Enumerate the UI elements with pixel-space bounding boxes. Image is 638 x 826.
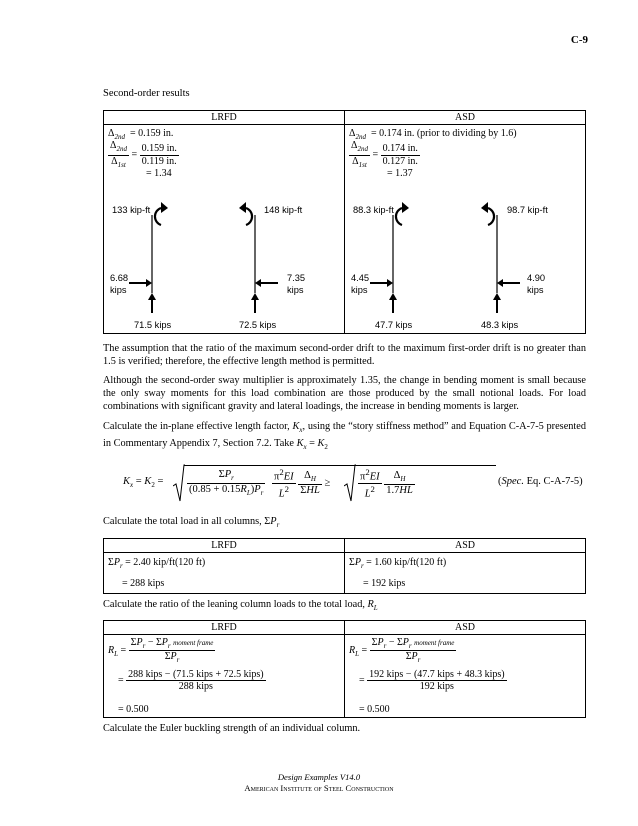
- paragraph-euler-buckling: Calculate the Euler buckling strength of an individual column.: [103, 723, 361, 734]
- drift-lrfd-cell: $\Delta_{2nd} = 0.159$ in. $\frac{\Delta_{2nd}}{\Delta_{1st}}$ = $\frac{0.159 in.}{0.119 in.}$ = 1.34 133 kip-ft 148 kip-ft 6.68 kips 7.35 kips 71.5 kips 72.5 kips: [104, 125, 345, 334]
- ratio-lrfd-result: = 0.500: [118, 704, 149, 715]
- lrfd-column-diagram: [104, 185, 344, 333]
- load-asd-line2: = 192 kips: [363, 578, 406, 589]
- load-asd-header: ASD: [345, 539, 586, 553]
- equation-ref-spec: Spec.: [501, 476, 524, 487]
- asd-shear-left-value: 4.45: [351, 273, 370, 283]
- drift-asd-cell: $\Delta_{2nd} = 0.174$ in. (prior to dividing by 1.6) $\frac{\Delta_{2nd}}{\Delta_{1st}}$ = $\frac{0.174 in.}{0.127 in.}$ = 1.37 88.3 kip-ft 98.7 kip-ft 4.45 kips 4.90 kips 47.7 kips 48.3 kips: [345, 125, 586, 334]
- ratio-lrfd-header: LRFD: [104, 621, 345, 635]
- drift-asd-den: 0.127 in.: [382, 156, 418, 167]
- lrfd-shear-right-value: 7.35: [287, 273, 306, 283]
- ratio-asd-den: 192 kips: [419, 681, 454, 692]
- asd-axial-right: 48.3 kips: [481, 320, 519, 330]
- equation-ca-7-5: $K_x = K_2$ = $\frac{\Sigma P_r}{(0.85 + 0.15R_L)P_r}$ $\frac{\pi^2EI}{L^2}$ $\frac{\Delta_H}{\text{ΣHL}}$ ≥ $\frac{\pi^2EI}{L^2}$ $\frac{\Delta_H}{1.7HL}$ (Spec. Eq. C-A-7-5): [123, 467, 583, 499]
- ratio-asd-header: ASD: [345, 621, 586, 635]
- load-asd-line1: = 1.60 kip/ft(120 ft): [366, 557, 447, 568]
- footer-publisher: American Institute of Steel Construction: [244, 783, 394, 793]
- paragraph-verification: The assumption that the ratio of the maximum second-order drift to the maximum first-order drift is no greater than 1.5 is verified; therefore, the effective length method is permitted.: [103, 343, 586, 367]
- lrfd-shear-right-unit: kips: [287, 285, 304, 295]
- ratio-asd-result: = 0.500: [359, 704, 390, 715]
- equation-ref-eq: Eq. C-A-7-5): [523, 476, 583, 487]
- load-asd-cell: $\Sigma P_r = 1.60$ kip/ft(120 ft) = 192 kips: [345, 553, 586, 594]
- drift-lrfd-num: 0.159 in.: [141, 143, 177, 154]
- section-heading: Second-order results: [103, 88, 190, 99]
- load-lrfd-line2: = 288 kips: [122, 578, 165, 589]
- paragraph-sway-multiplier: Although the second-order sway multiplier is approximately 1.35, the change in bending moment is small because the only sway moments for this load combination are those produced by the small notional loads. For load combinations with significant gravity and lateral loadings, the increase in bending moments is larger.: [103, 375, 586, 412]
- paragraph-leaning-ratio: Calculate the ratio of the leaning column loads to the total load, $R_L$: [103, 599, 378, 613]
- drift-lrfd-den: 0.119 in.: [141, 156, 177, 167]
- drift-asd-header: ASD: [345, 111, 586, 125]
- drift-lrfd-result: = 1.34: [146, 168, 172, 179]
- load-lrfd-cell: $\Sigma P_r = 2.40$ kip/ft(120 ft) = 288 kips: [104, 553, 345, 594]
- page-number: C-9: [570, 34, 588, 46]
- paragraph-effective-length: Calculate the in-plane effective length factor, $K_x$, using the “story stiffness method” and Equation C-A-7-5 presented in Commentary Appendix 7, Section 7.2. Take $K_x = K_2$: [103, 421, 586, 452]
- ratio-lrfd-num: 288 kips − (71.5 kips + 72.5 kips): [128, 669, 264, 680]
- drift-asd-line1: = 0.174 in. (prior to dividing by 1.6): [370, 128, 517, 139]
- drift-asd-num: 0.174 in.: [382, 143, 418, 154]
- lrfd-axial-right: 72.5 kips: [239, 320, 277, 330]
- asd-shear-right-unit: kips: [527, 285, 544, 295]
- ratio-asd-cell: $R_L$ = $\frac{\Sigma P_r - \Sigma P_r moment frame}{\Sigma P_r}$ = $\frac{\text{192 kips − (47.7 kips + 48.3 kips)}}{\text{192 kips}}$ = 0.500: [345, 635, 586, 718]
- asd-shear-left-unit: kips: [351, 285, 368, 295]
- asd-column-diagram: [345, 185, 585, 333]
- paragraph-total-load: Calculate the total load in all columns, $\Sigma P_r$: [103, 516, 280, 530]
- footer-title: Design Examples V14.0: [277, 772, 361, 782]
- ratio-lrfd-den: 288 kips: [178, 681, 213, 692]
- drift-lrfd-line1: = 0.159 in.: [129, 128, 174, 139]
- lrfd-shear-left-value: 6.68: [110, 273, 129, 283]
- asd-moment-left: 88.3 kip-ft: [353, 205, 394, 215]
- load-lrfd-line1: = 2.40 kip/ft(120 ft): [125, 557, 206, 568]
- lrfd-shear-left-unit: kips: [110, 285, 127, 295]
- load-table: [103, 538, 586, 594]
- ratio-lrfd-cell: $R_L$ = $\frac{\Sigma P_r - \Sigma P_r moment frame}{\Sigma P_r}$ = $\frac{\text{288 kips − (71.5 kips + 72.5 kips)}}{\text{288 kips}}$ = 0.500: [104, 635, 345, 718]
- asd-axial-left: 47.7 kips: [375, 320, 413, 330]
- load-lrfd-header: LRFD: [104, 539, 345, 553]
- drift-asd-result: = 1.37: [387, 168, 413, 179]
- asd-moment-right: 98.7 kip-ft: [507, 205, 548, 215]
- ratio-table: [103, 620, 586, 718]
- asd-shear-right-value: 4.90: [527, 273, 546, 283]
- ratio-asd-num: 192 kips − (47.7 kips + 48.3 kips): [369, 669, 505, 680]
- lrfd-axial-left: 71.5 kips: [134, 320, 172, 330]
- lrfd-moment-left: 133 kip-ft: [112, 205, 151, 215]
- drift-table: [103, 110, 586, 334]
- lrfd-moment-right: 148 kip-ft: [264, 205, 303, 215]
- drift-lrfd-header: LRFD: [104, 111, 345, 125]
